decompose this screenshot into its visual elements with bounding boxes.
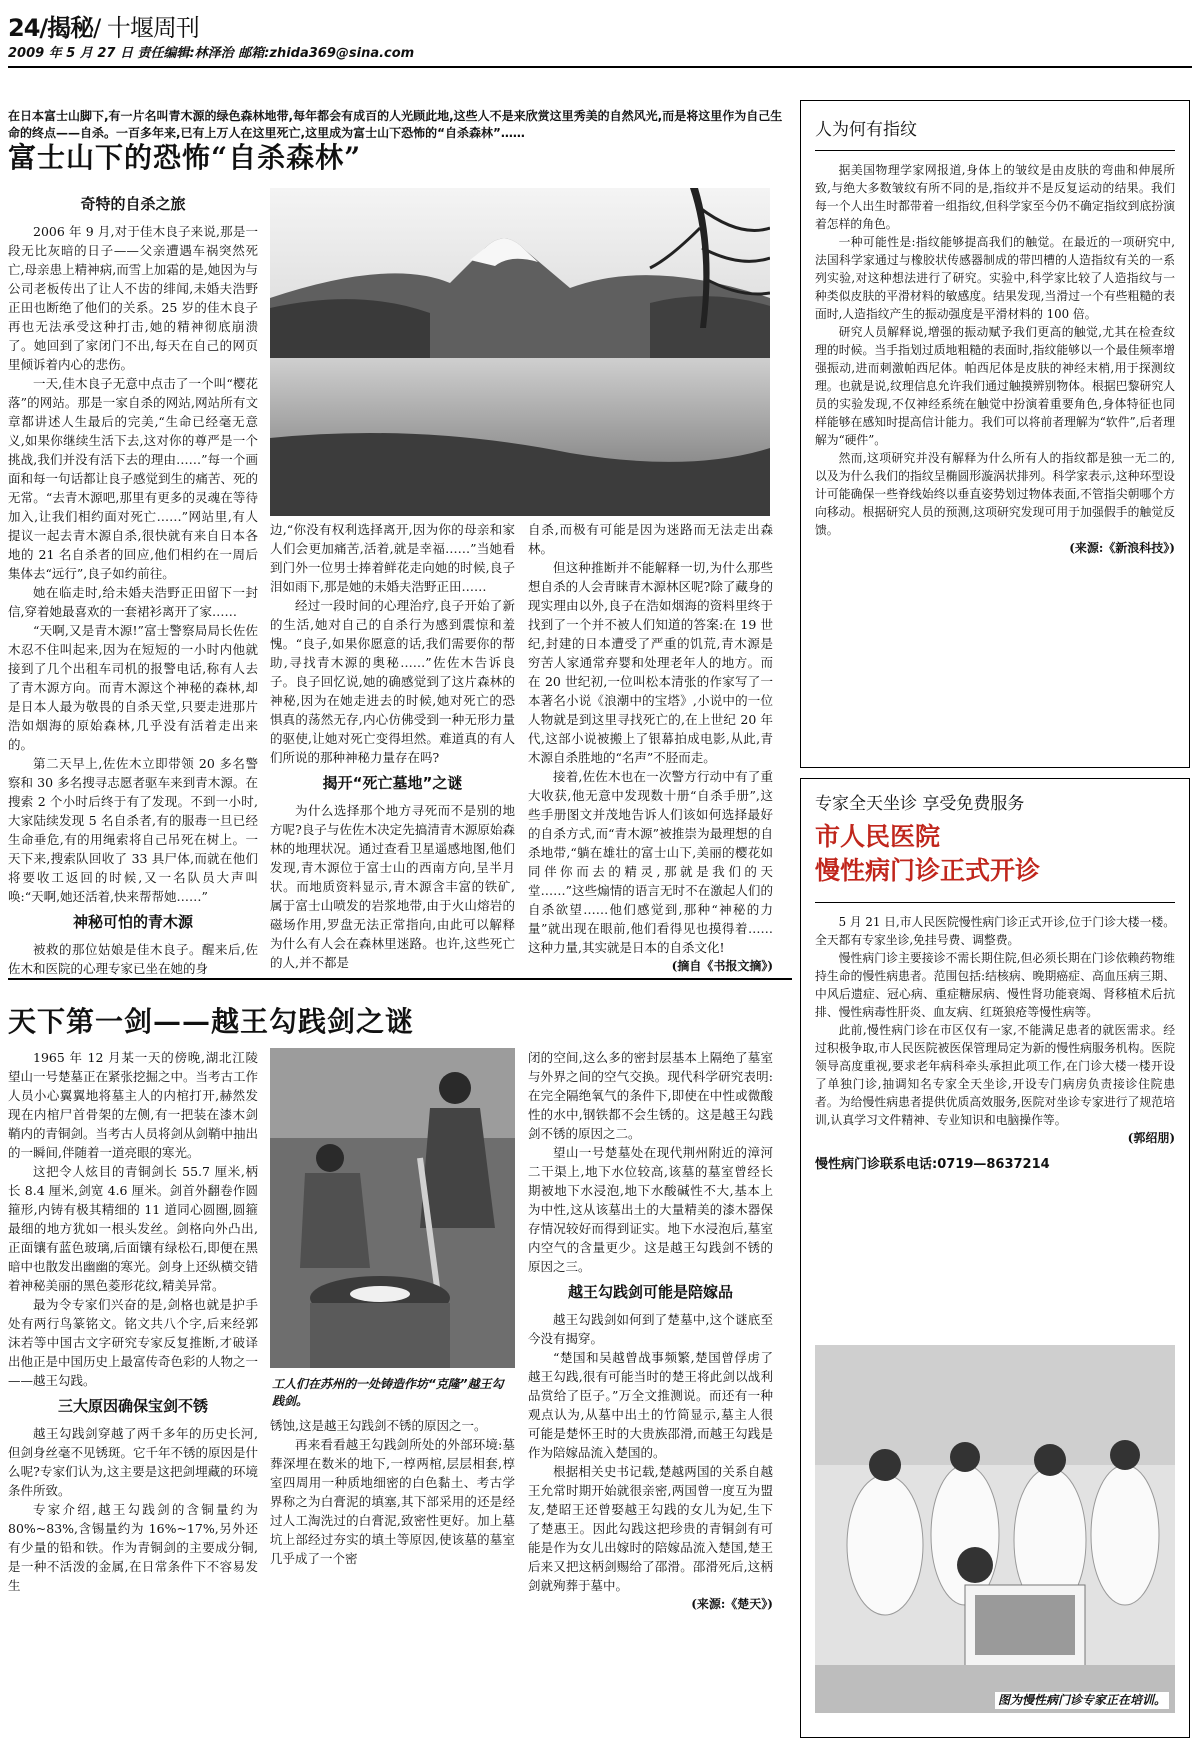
hospital-kicker: 专家全天坐诊 享受免费服务 — [815, 794, 1025, 814]
paragraph: 被救的那位姑娘是佳木良子。醒来后,佐佐木和医院的心理专家已坐在她的身 — [8, 942, 258, 976]
paragraph: 慢性病门诊主要接诊不需长期住院,但必须长期在门诊依赖药物维持生命的慢性病患者。范围包括:结核病、晚期癌症、高血压病三期、中风后遗症、冠心病、重症糖尿病、慢性肾功能衰竭、肾移植术后抗排、慢性病毒性肝炎、血友病、红斑狼疮等慢性病等。 — [815, 951, 1175, 1019]
paragraph: 边,“你没有权利选择离开,因为你的母亲和家人们会更加痛苦,活着,就是幸福……”当她看到门外一位男士捧着鲜花走向她的时候,良子泪如雨下,那是她的未婚夫浩野正田…… — [270, 522, 515, 594]
paragraph: “楚国和吴越曾战事频繁,楚国曾俘虏了越王勾践,很有可能当时的楚王将此剑以战利品赏给了臣子。”万全文推测说。而还有一种观点认为,从墓中出土的竹简显示,墓主人很可能是楚怀王时的大贵族邵滑,而越王勾践是作为陪嫁品流入楚国的。 — [528, 1350, 773, 1460]
paragraph: 1965 年 12 月某一天的傍晚,湖北江陵望山一号楚墓正在紧张挖掘之中。当考古工作人员小心翼翼地将墓主人的内棺打开,赫然发现在内棺尸首骨架的左侧,有一把装在漆木剑鞘内的青铜剑。当考古人员将剑从剑鞘中抽出的一瞬间,伴随着一道亮眼的寒光。 — [8, 1050, 259, 1160]
paragraph: 自杀,而极有可能是因为迷路而无法走出森林。 — [528, 522, 773, 556]
fingerprint-source: (来源:《新浪科技》) — [1069, 541, 1175, 555]
paragraph: 她在临走时,给未婚夫浩野正田留下一封信,穿着她最喜欢的一套裙衫离开了家…… — [8, 585, 258, 619]
paragraph: 锈蚀,这是越王勾践剑不锈的原因之一。 — [270, 1418, 487, 1433]
paragraph: 根据相关史书记载,楚越两国的关系自越王允常时期开始就很亲密,两国曾一度互为盟友,楚昭王还曾娶越王勾践的女儿为妃,生下了楚惠王。因此勾践这把珍贵的青铜剑有可能是作为女儿出嫁时的陪嫁品流入楚国,楚王后来又把这柄剑赐给了邵滑。邵滑死后,这柄剑就殉葬于墓中。 — [528, 1464, 773, 1593]
paragraph: 再来看看越王勾践剑所处的外部环境:墓葬深埋在数米的地下,一椁两棺,层层相套,椁室四周用一种质地细密的白色黏土、考古学界称之为白膏泥的填塞,其下部采用的还是经过人工淘洗过的白膏泥,致密性更好。加上墓坑上部经过夯实的填土等原因,使该墓的墓室几乎成了一个密 — [270, 1437, 515, 1566]
sword-source: (来源:《楚天》) — [691, 1597, 773, 1611]
forest-subhead-1: 奇特的自杀之旅 — [80, 195, 186, 213]
paragraph: 研究人员解释说,增强的振动赋予我们更高的触觉,尤其在检查纹理的时候。当手指划过质地粗糙的表面时,指纹能够以一个最佳频率增强振动,进而刺激帕西尼体。帕西尼体是皮肤的神经末梢,用于探测纹理。也就是说,纹理信息允许我们通过触摸辨别物体。根据巴黎研究人员的实验发现,不仅神经系统在触觉中扮演着重要角色,身体特征也同样能够在感知时提高信计能力。我们可以将前者理解为“软件”,后者理解为“硬件”。 — [815, 325, 1175, 447]
paragraph: 5 月 21 日,市人民医院慢性病门诊正式开诊,位于门诊大楼一楼。全天都有专家坐诊,免挂号费、调整费。 — [815, 915, 1175, 947]
paragraph: 闭的空间,这么多的密封层基本上隔绝了墓室与外界之间的空气交换。现代科学研究表明:在完全隔绝氧气的条件下,即使在中性或微酸性的水中,钢铁都不会生锈的。这是越王勾践剑不锈的原因之二。 — [528, 1050, 773, 1141]
forest-subhead-2: 神秘可怕的青木源 — [72, 913, 193, 931]
paragraph: “天啊,又是青木源!”富士警察局局长佐佐木忍不住叫起来,因为在短短的一小时内他就接到了几个出租车司机的报警电话,称有人去了青木源方向。而青木源这个神秘的森林,却是日本人最为敬畏的自杀天堂,只要走进那片浩如烟海的原始森林,几乎没有活着走出来的。 — [8, 623, 258, 752]
fingerprint-body — [801, 161, 1189, 557]
paragraph: 为什么选择那个地方寻死而不是别的地方呢?良子与佐佐木决定先搞清青木源原始森林的地理状况。通过查看卫星遥感地图,他们发现,青木源位于富士山的西南方向,呈半月状。而地质资料显示,青木源含丰富的铁矿,属于富士山喷发的岩浆地带,由于火山熔岩的磁场作用,罗盘无法正常指向,由此可以解释为什么有人会在森林里迷路。也许,这些死亡的人,并不都是 — [270, 803, 515, 970]
forest-column-2 — [270, 520, 515, 972]
section-name: 揭秘 — [47, 14, 94, 42]
hospital-title-line2: 慢性病门诊正式开诊 — [815, 856, 1041, 885]
fingerprint-title-rule — [815, 150, 1175, 151]
hospital-rule — [815, 902, 1175, 903]
sword-headline: 天下第一剑——越王勾践剑之谜 — [8, 1005, 415, 1038]
forest-column-3 — [528, 520, 773, 976]
paragraph: 经过一段时间的心理治疗,良子开始了新的生活,她对自己的自杀行为感到震惊和羞愧。“良子,如果你愿意的话,我们需要你的帮助,寻找青木源的奥秘……”佐佐木告诉良子。良子回忆说,她的确感觉到了这片森林的神秘,因为在她走进去的时候,她对死亡的恐惧真的荡然无存,内心仿佛受到一种无形力量的驱使,让她对死亡变得坦然。难道真的有人们所说的那种神秘力量存在吗? — [270, 598, 515, 765]
masthead — [8, 6, 1192, 66]
hospital-title-line1: 市人民医院 — [815, 822, 941, 851]
foundry-caption: 工人们在苏州的一处铸造作坊“克隆”越王勾践剑。 — [272, 1377, 504, 1408]
forest-lede: 在日本富士山脚下,有一片名叫青木源的绿色森林地带,每年都会有成百的人光顾此地,这些人不是来欣赏这里秀美的自然风光,而是将这里作为自己生命的终点——自杀。一百多年来,已有上万人在这里死亡,这里成为富士山下恐怖的“自杀森林”…… — [8, 109, 783, 140]
sword-column-1 — [8, 1048, 258, 1595]
forest-headline: 富士山下的恐怖“自杀森林” — [8, 141, 362, 174]
paragraph: 第二天早上,佐佐木立即带领 20 多名警察和 30 多名搜寻志愿者驱车来到青木源。在搜索 2 个小时后终于有了发现。不到一小时,大家陆续发现 5 名自杀者,有的服毒一旦已经生命垂危,有的用绳索将自己吊死在树上。一天下来,搜索队回收了 33 具尸体,而就在他们将要收工返回的时候,又一名队员大声叫唤:“天啊,她还活着,快来帮帮她……” — [8, 756, 258, 904]
hospital-phone: 慢性病门诊联系电话:0719—8637214 — [815, 1157, 1050, 1172]
sword-column-3 — [528, 1048, 773, 1614]
paragraph: 2006 年 9 月,对于佳木良子来说,那是一段无比灰暗的日子——父亲遭遇车祸突然死亡,母亲患上精神病,而雪上加霜的是,她因为与公司老板传出了让人不齿的绯闻,未婚夫浩野正田也断绝了他们的关系。25 岁的佳木良子再也无法承受这种打击,她的精神彻底崩溃了。她回到了家闭门不出,每天在自己的网页里倾诉着内心的悲伤。 — [8, 224, 258, 372]
paper-name: / 十堰周刊 — [93, 14, 199, 42]
paragraph: 越王勾践剑穿越了两千多年的历史长河,但剑身丝毫不见锈斑。它千年不锈的原因是什么呢?专家们认为,这主要是这把剑埋藏的环境条件所致。 — [8, 1426, 259, 1498]
fingerprint-box — [800, 100, 1190, 768]
page-number — [8, 8, 199, 43]
sword-subhead-2: 越王勾践剑可能是陪嫁品 — [567, 1283, 733, 1301]
fuji-lake-photo — [270, 188, 770, 516]
dateline: 2009 年 5 月 27 日 责任编辑:林泽治 邮箱:zhida369@sina.com — [8, 46, 415, 61]
paragraph: 专家介绍,越王勾践剑的含铜量约为 80%~83%,含锡量约为 16%~17%,另外还有少量的铅和铁。作为青铜剑的主要成分铜,是一种不活泼的金属,在日常条件下不容易发生 — [8, 1502, 258, 1593]
paragraph: 这把令人炫目的青铜剑长 55.7 厘米,柄长 8.4 厘米,剑宽 4.6 厘米。剑首外翻卷作圆箍形,内铸有极其精细的 11 道同心圆圈,圆箍最细的地方犹如一根头发丝。剑格向外凸出,正面镶有蓝色玻璃,后面镶有绿松石,即便在黑暗中也散发出幽幽的寒光。剑身上还纵横交错着神秘美丽的黑色菱形花纹,精美异常。 — [8, 1164, 259, 1293]
foundry-photo — [270, 1048, 515, 1368]
hospital-photo-caption: 图为慢性病门诊专家正在培训。 — [995, 1692, 1169, 1709]
training-photo — [815, 1345, 1175, 1713]
forest-source: (摘自《书报文摘》) — [671, 959, 773, 973]
sword-column-2 — [270, 1416, 515, 1568]
paragraph: 一种可能性是:指纹能够提高我们的触觉。在最近的一项研究中,法国科学家通过与橡胶状传感器制成的带凹槽的人造指纹有关的一系列实验,对这种想法进行了研究。实验中,科学家比较了人造指纹与一种类似皮肤的平滑材料的敏感度。结果发现,当滑过一个有些粗糙的表面时,人造指纹产生的振动强度是平滑材料的 100 倍。 — [815, 235, 1175, 321]
training-image — [815, 1345, 1175, 1713]
fingerprint-title: 人为何有指纹 — [815, 120, 917, 140]
forest-subhead-3: 揭开“死亡墓地”之谜 — [322, 774, 463, 792]
fuji-landscape-image — [270, 188, 770, 516]
foundry-image — [270, 1048, 515, 1368]
page-label: 24/ — [8, 14, 48, 42]
sword-subhead-1: 三大原因确保宝剑不锈 — [57, 1397, 208, 1415]
paragraph: 一天,佳木良子无意中点击了一个叫“樱花落”的网站。那是一家自杀的网站,网站所有文章都讲述人生最后的完美,“生命已经毫无意义,如果你继续生活下去,这对你的尊严是一个挑战,我们并没有活下去的理由……”每一个画面和每一句话都让良子感觉到生的痛苦、死的无常。“去青木源吧,那里有更多的灵魂在等待加入,让我们相约面对死亡……”网站里,有人提议一起去青木源自杀,很快就有来自日本各地的 21 名自杀者的回应,他们相约在一周后集体去“远行”,良子如约前往。 — [8, 376, 259, 581]
paragraph: 此前,慢性病门诊在市区仅有一家,不能满足患者的就医需求。经过积极争取,市人民医院被医保管理局定为新的慢性病服务机构。医院领导高度重视,要求老年病科牵头承担此项工作,在门诊大楼一楼开设了单独门诊,抽调知名专家全天坐诊,开设专门病房负责接诊住院患者。为给慢性病患者提供优质高效服务,医院对坐诊专家进行了规范培训,认真学习文件精神、专业知识和电脑操作等。 — [815, 1023, 1175, 1127]
paragraph: 然而,这项研究并没有解释为什么所有人的指纹都是独一无二的,以及为什么我们的指纹呈椭圆形漩涡状排列。科学家表示,这种环型设计可能确保一些脊线始终以垂直姿势划过物体表面,不管指尖朝哪个方向移动。根据研究人员的预测,这项研究发现可用于加强假手的触觉反馈。 — [815, 451, 1175, 537]
paragraph: 最为令专家们兴奋的是,剑格也就是护手处有两行鸟篆铭文。铭文共八个字,后来经郭沫若等中国古文字研究专家反复推断,才破译出他正是中国历史上最富传奇色彩的人物之一——越王勾践。 — [8, 1297, 259, 1388]
paragraph: 据美国物理学家网报道,身体上的皱纹是由皮肤的弯曲和伸展所致,与绝大多数皱纹有所不同的是,指纹并不是反复运动的结果。我们每一个人出生时都带着一组指纹,但科学家至今仍不确定指纹到底扮演着怎样的角色。 — [815, 163, 1175, 231]
hospital-box — [800, 778, 1190, 1738]
paragraph: 越王勾践剑如何到了楚墓中,这个谜底至今没有揭穿。 — [528, 1312, 773, 1346]
paragraph: 接着,佐佐木也在一次警方行动中有了重大收获,他无意中发现数十册“自杀手册”,这些手册图文并茂地告诉人们该如何选择最好的自杀方式,而“青木源”被推崇为最理想的自杀地带,“躺在雄壮的富士山下,美丽的樱花如同伴你而去的精灵,那就是我们的天堂……”这些煽情的语言无时不在激起人们的自杀欲望……他们感觉到,那种“神秘的力量”就出现在眼前,他们看得见也摸得着……这种力量,其实就是日本的自杀文化! — [528, 769, 773, 955]
paragraph: 望山一号楚墓处在现代荆州附近的漳河二干渠上,地下水位较高,该墓的墓室曾经长期被地下水浸泡,地下水酸碱性不大,基本上为中性,这从该墓出土的大量精美的漆木器保存情况较好而得到证实。地下水浸泡后,墓室内空气的含量更少。这是越王勾践剑不锈的原因之三。 — [528, 1145, 773, 1274]
section-rule — [8, 978, 792, 980]
hospital-body — [801, 913, 1189, 1147]
hospital-author: (郭绍朋) — [1127, 1131, 1175, 1145]
masthead-rule — [8, 66, 1192, 68]
forest-column-1 — [8, 188, 258, 978]
paragraph: 但这种推断并不能解释一切,为什么那些想自杀的人会青睐青木源林区呢?除了藏身的现实理由以外,良子在浩如烟海的资料里终于找到了一个并不被人们知道的答案:在 19 世纪,封建的日本遭受了严重的饥荒,青木源是穷苦人家通常弃婴和处理老年人的地方。而在 20 世纪初,一位叫松本清张的作家写了一本著名小说《浪潮中的宝塔》,小说中的一位人物就是到这里寻找死亡的,在上世纪 20 年代,这部小说被搬上了银幕拍成电影,从此,青木源自杀胜地的“名声”不胫而走。 — [528, 560, 773, 765]
